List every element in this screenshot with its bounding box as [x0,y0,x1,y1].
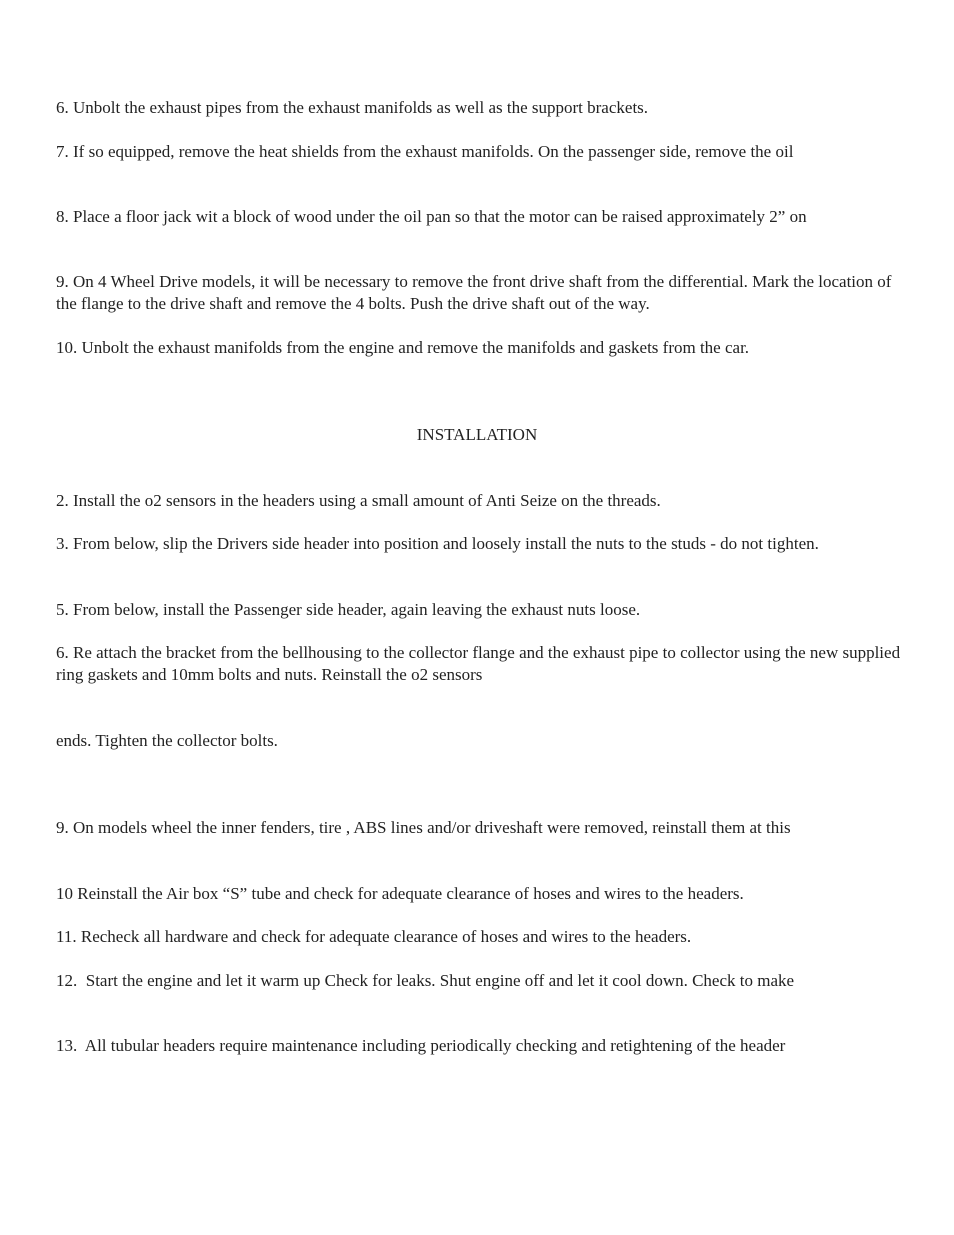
installation-step-6-continued: ends. Tighten the collector bolts. [56,731,278,750]
installation-step-6: 6. Re attach the bracket from the bellhousing to the collector flange and the exhaust pipe to collector using the new supplied ring gaskets and 10mm bolts and nuts. Reinstall the o2 sensors [56,643,905,684]
removal-step-7: 7. If so equipped, remove the heat shields from the exhaust manifolds. On the passenger side, remove the oil [56,142,794,161]
removal-step-10: 10. Unbolt the exhaust manifolds from the engine and remove the manifolds and gaskets from the car. [56,338,750,357]
installation-step-3: 3. From below, slip the Drivers side header into position and loosely install the nuts to the studs - do not tighten. [56,534,819,553]
installation-step-12: 12. Start the engine and let it warm up Check for leaks. Shut engine off and let it cool down. Check to make [56,971,795,990]
installation-step-2: 2. Install the o2 sensors in the headers using a small amount of Anti Seize on the threads. [56,491,661,510]
removal-step-6: 6. Unbolt the exhaust pipes from the exhaust manifolds as well as the support brackets. [56,98,649,117]
removal-step-8: 8. Place a floor jack wit a block of wood under the oil pan so that the motor can be raised approximately 2” on [56,207,807,226]
installation-heading: INSTALLATION [416,425,538,444]
installation-step-13: 13. All tubular headers require maintenance including periodically checking and retightening of the header [56,1036,786,1055]
installation-step-11: 11. Recheck all hardware and check for adequate clearance of hoses and wires to the headers. [56,927,692,946]
installation-step-5: 5. From below, install the Passenger side header, again leaving the exhaust nuts loose. [56,600,641,619]
installation-step-9: 9. On models wheel the inner fenders, tire , ABS lines and/or driveshaft were removed, reinstall them at this [56,818,791,837]
installation-step-10: 10 Reinstall the Air box “S” tube and check for adequate clearance of hoses and wires to the headers. [56,884,744,903]
removal-step-9: 9. On 4 Wheel Drive models, it will be necessary to remove the front drive shaft from the differential. Mark the location of the flange to the drive shaft and remove the 4 bolts. Push the drive shaft out of the way. [56,272,896,313]
